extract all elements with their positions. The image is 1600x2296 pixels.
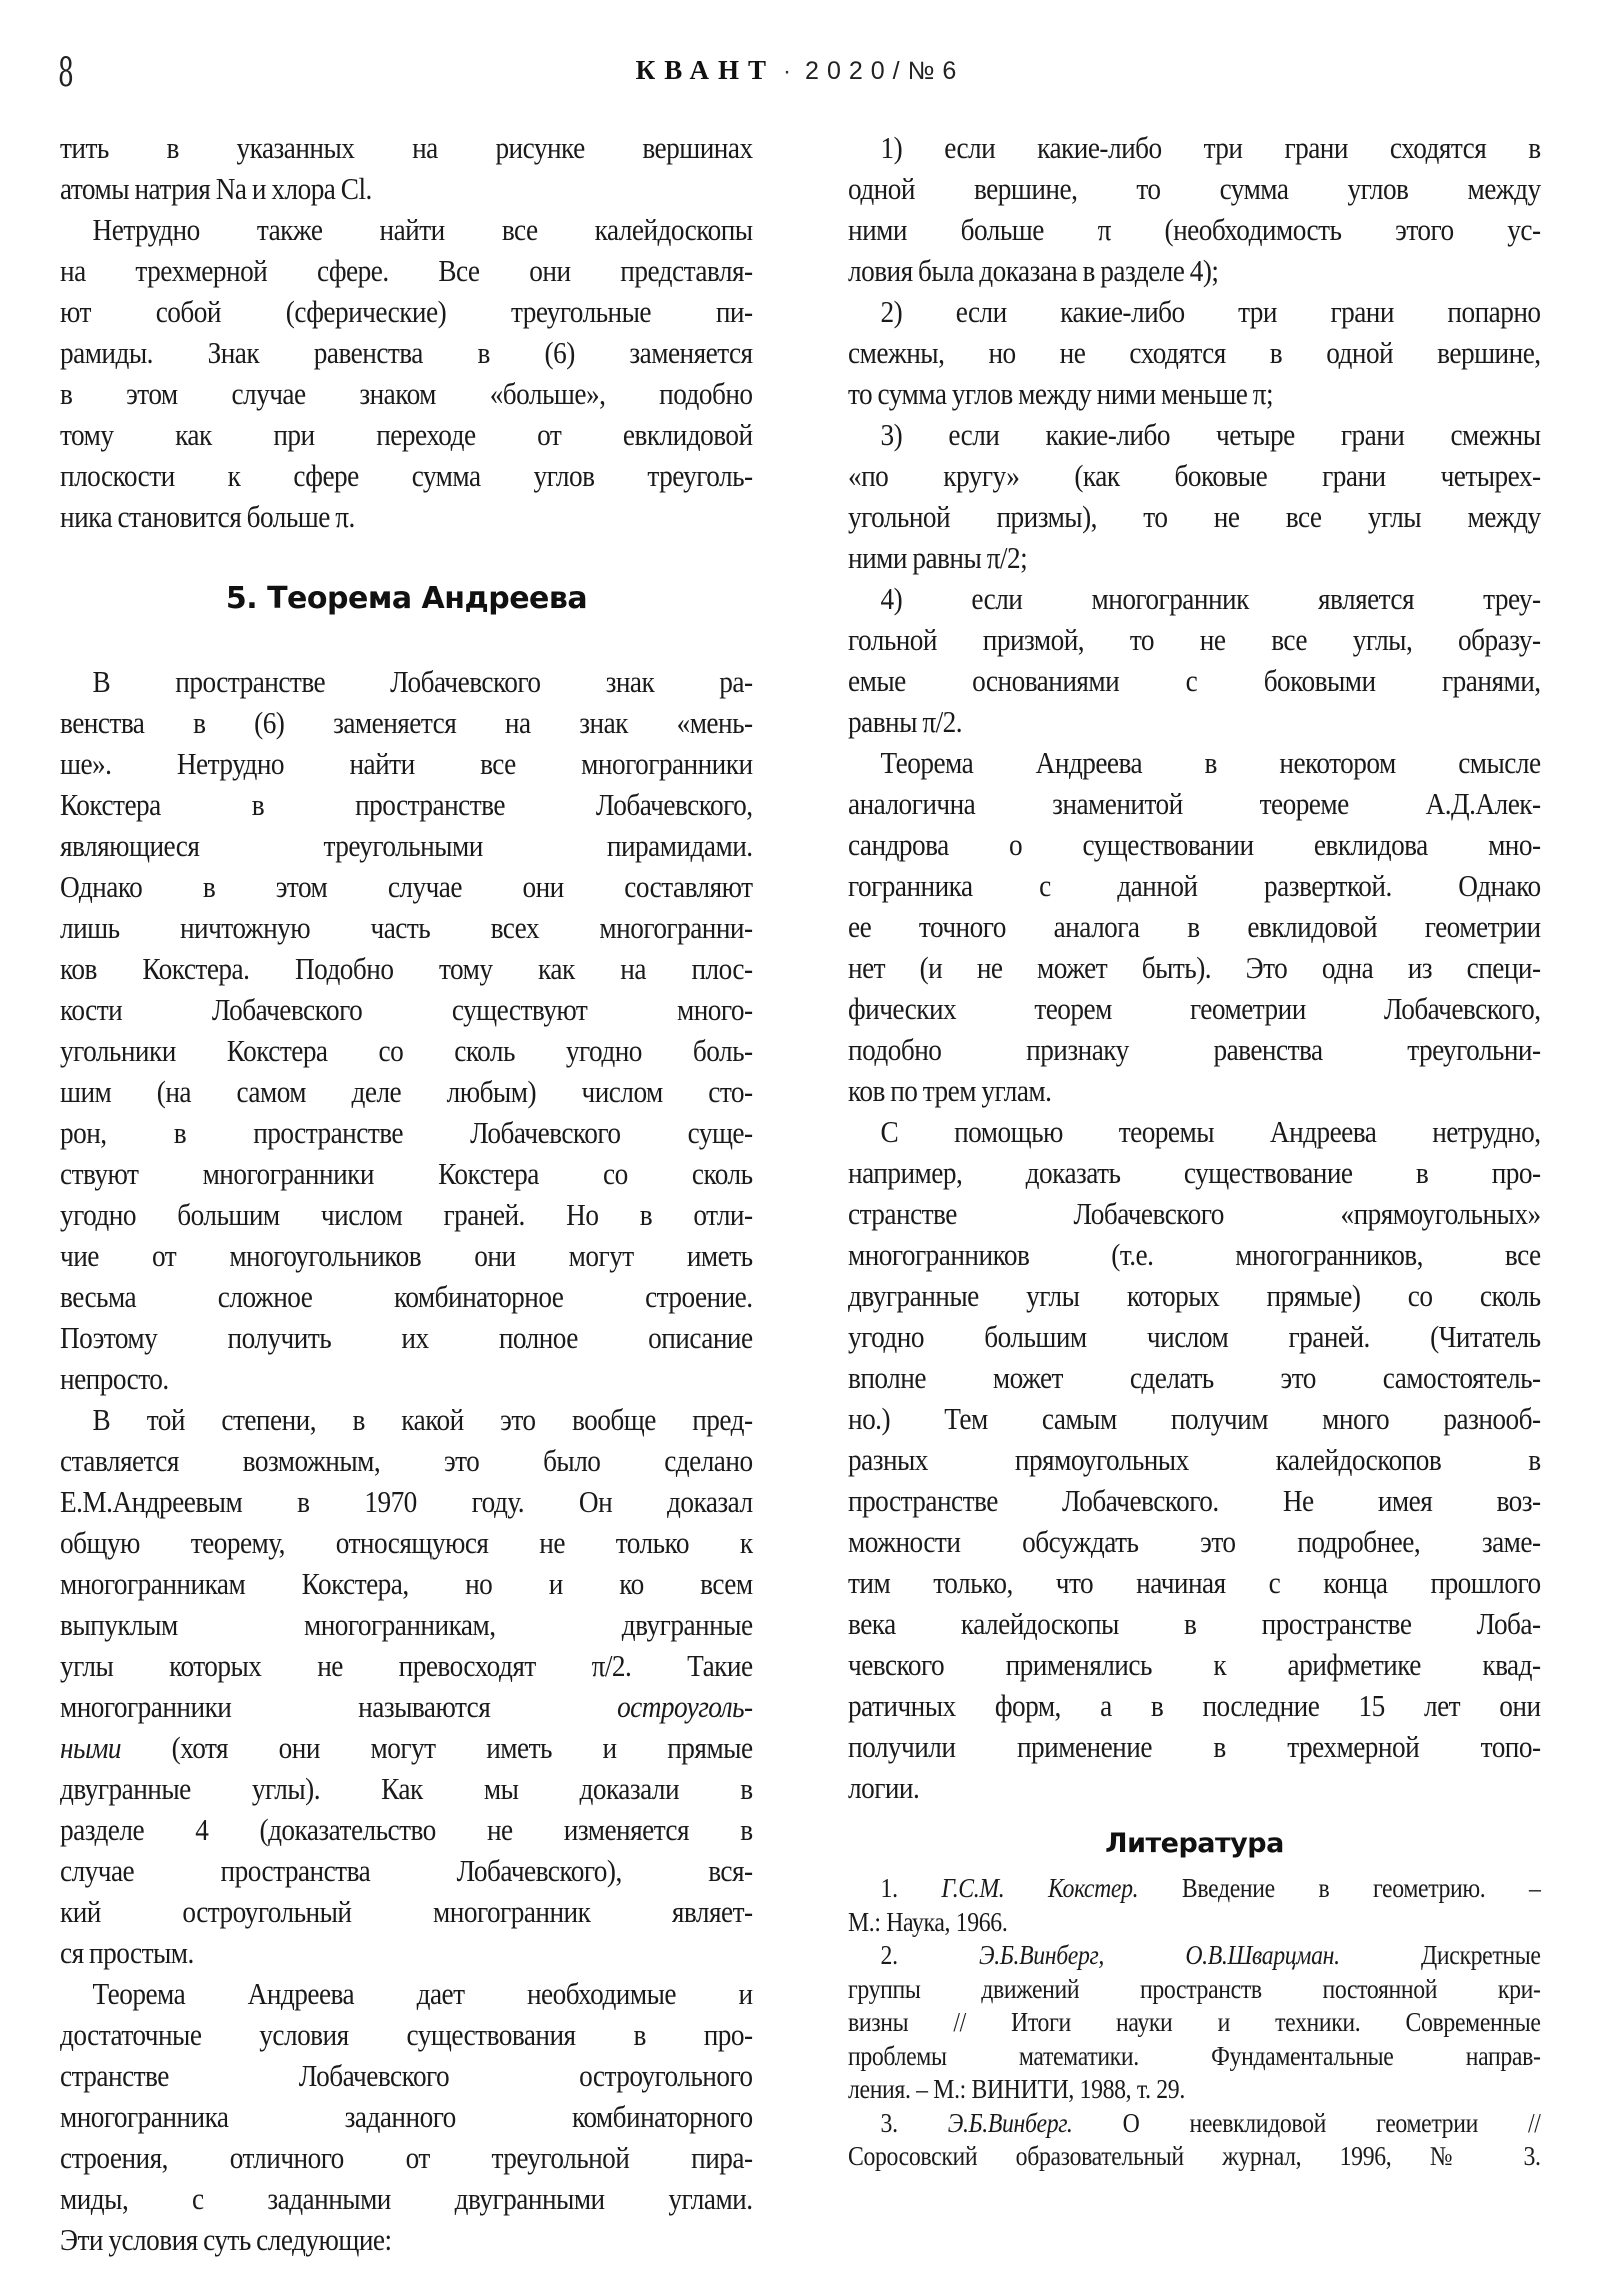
reference-line: группы движений пространств постоянной кри- — [848, 1973, 1541, 2004]
text-line: аналогична знаменитой теореме А.Д.Алек- — [848, 786, 1541, 821]
text-line: достаточные условия существования в про- — [60, 2017, 753, 2052]
reference-title: Дискретные — [1421, 1940, 1541, 1970]
text-line: гогранника с данной разверткой. Однако — [848, 868, 1541, 903]
text-line: шим (на самом деле любым) числом сто- — [60, 1074, 753, 1109]
text-line: В пространстве Лобачевского знак ра- — [92, 664, 753, 699]
text-line: В той степени, в какой это вообще пред- — [92, 1402, 753, 1437]
text-line: непросто. — [60, 1361, 169, 1396]
reference-title: О неевклидовой геометрии // — [1122, 2107, 1541, 2138]
reference-first-line — [848, 1939, 1541, 1973]
text-line: 3) если какие-либо четыре грани смежны — [880, 417, 1541, 452]
text-line: весьма сложное комбинаторное строение. — [60, 1279, 753, 1314]
text-line: ратичных форм, а в последние 15 лет они — [848, 1688, 1541, 1723]
text-line: тить в указанных на рисунке вершинах — [60, 130, 753, 165]
reference-item — [848, 1872, 1541, 1939]
text-line: двугранные углы которых прямые) со сколь — [848, 1278, 1541, 1313]
text-line: «по кругу» (как боковые грани четырех- — [848, 458, 1541, 493]
reference-item — [848, 2107, 1541, 2174]
reference-first-line — [848, 1872, 1541, 1906]
text-line: 1) если какие-либо три грани сходятся в — [880, 130, 1541, 165]
text-line: случае пространства Лобачевского), вся- — [60, 1853, 753, 1888]
text-line: двугранные углы). Как мы доказали в — [60, 1771, 753, 1806]
reference-item — [848, 1939, 1541, 2107]
text-line: венства в (6) заменяется на знак «мень- — [60, 705, 753, 740]
reference-line: ления. – М.: ВИНИТИ, 1988, т. 29. — [848, 2074, 1185, 2104]
issue-number: 2020/№6 — [805, 57, 965, 85]
text-line: Поэтому получить их полное описание — [60, 1320, 753, 1355]
text-line: угодно большим числом граней. Но в отли- — [60, 1197, 753, 1232]
running-head — [0, 55, 1600, 86]
references-list — [848, 1872, 1541, 2174]
text-line: плоскости к сфере сумма углов треуголь- — [60, 458, 753, 493]
reference-first-line — [848, 2107, 1541, 2141]
paragraph — [848, 1111, 1541, 1808]
text-line: ника становится больше π. — [60, 499, 355, 534]
text-line: ков Кокстера. Подобно тому как на плос- — [60, 951, 753, 986]
paragraph — [60, 1973, 753, 2260]
text-line: но.) Тем самым получим много разнооб- — [848, 1401, 1541, 1436]
text-line: одной вершине, то сумма углов между — [848, 171, 1541, 206]
text-line: многогранникам Кокстера, но и ко всем — [60, 1566, 753, 1601]
text-line: разделе 4 (доказательство не изменяется в — [60, 1812, 753, 1847]
text-line: Теорема Андреева дает необходимые и — [92, 1976, 753, 2011]
text-line: Эти условия суть следующие: — [60, 2222, 392, 2257]
text-line: смежны, но не сходятся в одной вершине, — [848, 335, 1541, 370]
header-separator: · — [783, 58, 792, 85]
text-line: ее точного аналога в евклидовой геометрии — [848, 909, 1541, 944]
text-line: чевского применялись к арифметике квад- — [848, 1647, 1541, 1682]
text-line: ставляется возможным, это было сделано — [60, 1443, 753, 1478]
text-line: разных прямоугольных калейдоскопов в — [848, 1442, 1541, 1477]
text-line: Е.М.Андреевым в 1970 году. Он доказал — [60, 1484, 753, 1519]
text-line: логии. — [848, 1770, 920, 1805]
text-line: многогранника заданного комбинаторного — [60, 2099, 753, 2134]
text-line: лишь ничтожную часть всех многогранни- — [60, 910, 753, 945]
text-line: в этом случае знаком «больше», подобно — [60, 376, 753, 411]
paragraph — [60, 127, 753, 209]
condition-1 — [848, 127, 1541, 291]
condition-2 — [848, 291, 1541, 414]
reference-number: 2. — [880, 1940, 898, 1970]
condition-3 — [848, 414, 1541, 578]
condition-4 — [848, 578, 1541, 742]
text-line: ся простым. — [60, 1935, 194, 1970]
text-line: можности обсуждать это подробнее, заме- — [848, 1524, 1541, 1559]
text-line: угольной призмы), то не все углы между — [848, 499, 1541, 534]
reference-authors: Г.С.М. Кокстер. — [941, 1873, 1139, 1903]
references-heading: Литература — [1105, 1828, 1284, 1859]
reference-number: 1. — [880, 1873, 898, 1903]
reference-number: 3. — [880, 2107, 898, 2138]
reference-authors: Э.Б.Винберг. — [947, 2107, 1073, 2138]
text-line: то сумма углов между ними меньше π; — [848, 376, 1274, 411]
reference-line: визны // Итоги науки и техники. Современные — [848, 2007, 1541, 2037]
reference-line: М.: Наука, 1966. — [848, 1906, 1008, 1937]
text-line: атомы натрия Na и хлора Cl. — [60, 171, 372, 206]
text-line: выпуклым многогранникам, двугранные — [60, 1607, 753, 1642]
paragraph — [60, 661, 753, 1399]
text-line: миды, с заданными двугранными углами. — [60, 2181, 753, 2216]
text-line: угодно большим числом граней. (Читатель — [848, 1319, 1541, 1354]
text-line: пространстве Лобачевского. Не имея воз- — [848, 1483, 1541, 1518]
text-line: получили применение в трехмерной топо- — [848, 1729, 1541, 1764]
text-line: 4) если многогранник является треу- — [880, 581, 1541, 616]
text-line: 2) если какие-либо три грани попарно — [880, 294, 1541, 329]
text-line: тому как при переходе от евклидовой — [60, 417, 753, 452]
text-line: ков по трем углам. — [848, 1073, 1052, 1108]
journal-title: КВАНТ — [635, 55, 776, 85]
text-line: рон, в пространстве Лобачевского суще- — [60, 1115, 753, 1150]
text-line: странстве Лобачевского «прямоугольных» — [848, 1196, 1541, 1231]
text-line-with-italic — [60, 1727, 753, 1768]
text-line: ловия была доказана в разделе 4); — [848, 253, 1219, 288]
text-line: угольники Кокстера со сколь угодно боль- — [60, 1033, 753, 1068]
left-column — [60, 127, 753, 2260]
paragraph — [60, 209, 753, 537]
text-line: многогранников (т.е. многогранников, все — [848, 1237, 1541, 1272]
text-line: века калейдоскопы в пространстве Лоба- — [848, 1606, 1541, 1641]
text-line: рамиды. Знак равенства в (6) заменяется — [60, 335, 753, 370]
text-line: углы которых не превосходят π/2. Такие — [60, 1648, 753, 1683]
text-line: ют собой (сферические) треугольные пи- — [60, 294, 753, 329]
text-line: нет (и не может быть). Это одна из специ- — [848, 950, 1541, 985]
text-line: кий остроугольный многогранник являет- — [60, 1894, 753, 1929]
italic-term: остроуголь- — [617, 1689, 753, 1724]
text-line: ними больше π (необходимость этого ус- — [848, 212, 1541, 247]
reference-authors: Э.Б.Винберг, О.В.Шварцман. — [979, 1940, 1340, 1970]
italic-term: ными — [60, 1730, 121, 1765]
reference-title: Введение в геометрию. – — [1181, 1873, 1541, 1903]
text-line: Однако в этом случае они составляют — [60, 869, 753, 904]
reference-line: Соросовский образовательный журнал, 1996, № 3. — [848, 2141, 1541, 2171]
text-line: Нетрудно также найти все калейдоскопы — [92, 212, 753, 247]
text-line: ними равны π/2; — [848, 540, 1028, 575]
paragraph — [60, 1399, 753, 1973]
text-line: вполне может сделать это самостоятель- — [848, 1360, 1541, 1395]
text-line: странстве Лобачевского остроугольного — [60, 2058, 753, 2093]
text-line: гольной призмой, то не все углы, образу- — [848, 622, 1541, 657]
text-line: тим только, что начиная с конца прошлого — [848, 1565, 1541, 1600]
text-line: емые основаниями с боковыми гранями, — [848, 663, 1541, 698]
page-number: 8 — [58, 50, 74, 96]
text-line: являющиеся треугольными пирамидами. — [60, 828, 753, 863]
text-span: многогранники называются — [60, 1689, 491, 1724]
text-line: С помощью теоремы Андреева нетрудно, — [880, 1114, 1541, 1149]
text-line: например, доказать существование в про- — [848, 1155, 1541, 1190]
paragraph — [848, 742, 1541, 1111]
text-span: (хотя они могут иметь и прямые — [120, 1730, 753, 1765]
text-line: Кокстера в пространстве Лобачевского, — [60, 787, 753, 822]
text-line: равны π/2. — [848, 704, 963, 739]
reference-line: проблемы математики. Фундаментальные направ- — [848, 2040, 1541, 2071]
text-line: фических теорем геометрии Лобачевского, — [848, 991, 1541, 1026]
text-line: Теорема Андреева в некотором смысле — [880, 745, 1541, 780]
text-line: подобно признаку равенства треугольни- — [848, 1032, 1541, 1067]
text-line: строения, отличного от треугольной пира- — [60, 2140, 753, 2175]
text-line: общую теорему, относящуюся не только к — [60, 1525, 753, 1560]
text-line: кости Лобачевского существуют много- — [60, 992, 753, 1027]
text-line: ше». Нетрудно найти все многогранники — [60, 746, 753, 781]
text-line-with-italic — [60, 1686, 753, 1727]
text-line: ствуют многогранники Кокстера со сколь — [60, 1156, 753, 1191]
right-column — [848, 127, 1541, 2174]
section-heading: 5. Теорема Андреева — [225, 581, 588, 616]
text-line: на трехмерной сфере. Все они представля- — [60, 253, 753, 288]
text-line: чие от многоугольников они могут иметь — [60, 1238, 753, 1273]
text-line: сандрова о существовании евклидова мно- — [848, 827, 1541, 862]
